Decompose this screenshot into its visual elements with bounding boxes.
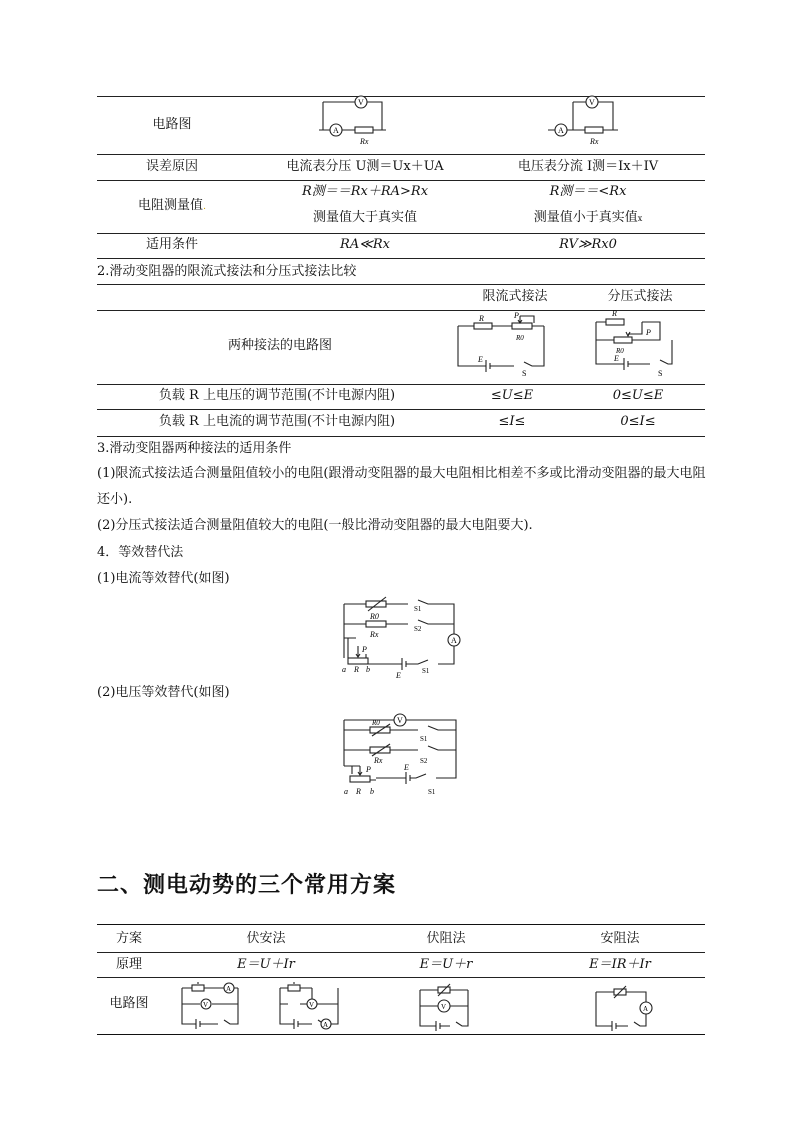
header-limiting: 限流式接法	[482, 289, 548, 304]
svg-text:R: R	[612, 309, 617, 318]
svg-text:S1: S1	[420, 735, 428, 743]
rheostat-icon	[288, 985, 300, 991]
svg-text:Rx: Rx	[590, 137, 599, 146]
rheostat-icon	[348, 658, 368, 664]
svg-text:P: P	[362, 645, 367, 654]
svg-text:R: R	[479, 314, 484, 323]
error-cause-external: 电压表分流 I测＝Ix＋IV	[517, 159, 659, 174]
section-3-paragraph-2: (2)分压式接法适合测量阻值较大的电阻(一般比滑动变阻器的最大电阻要大).	[97, 518, 533, 533]
svg-text:R: R	[354, 665, 359, 674]
condition-internal: RA≪Rx	[340, 237, 390, 252]
svg-text:R0: R0	[616, 347, 624, 355]
voltage-range-divider: 0≤U≤E	[612, 388, 664, 403]
principle-volt-res: E＝U＋r	[419, 957, 473, 972]
resistor-icon	[474, 323, 492, 329]
row-label-diagram: 电路图	[109, 996, 149, 1011]
section-4-sub-2: (2)电压等效替代(如图)	[97, 685, 230, 700]
measured-compare-internal: 测量值大于真实值	[312, 210, 417, 225]
rheostat-icon	[370, 747, 390, 753]
svg-text:V: V	[203, 1001, 209, 1009]
svg-text:E: E	[404, 763, 409, 772]
measured-formula-internal: R测＝＝Rx＋RA>Rx	[301, 184, 429, 199]
voltage-range-limiting: ≤U≤E	[490, 388, 534, 403]
row-label-circuit: 电路图	[152, 117, 192, 132]
svg-text:S: S	[658, 369, 663, 378]
row-label-error-cause: 误差原因	[145, 159, 198, 174]
svg-text:V: V	[309, 1001, 315, 1009]
svg-text:V: V	[441, 1003, 447, 1011]
circuit-voltage-substitution	[336, 708, 466, 800]
svg-text:R0: R0	[372, 719, 380, 727]
circuit-volt-res	[416, 980, 476, 1034]
svg-text:R: R	[356, 787, 361, 796]
resistor-icon	[355, 127, 373, 133]
circuit-divider	[588, 306, 688, 382]
condition-external: RV≫Rx0	[559, 237, 617, 252]
svg-text:S2: S2	[420, 757, 428, 765]
svg-text:A: A	[323, 1021, 329, 1029]
svg-text:A: A	[558, 126, 564, 135]
svg-text:S1: S1	[422, 667, 430, 675]
principle-amp-res: E＝IR＋Ir	[589, 957, 651, 972]
row-label-principle: 原理	[115, 957, 142, 972]
circuit-volt-amp-a	[178, 980, 248, 1032]
section-3-title: 3.滑动变阻器两种接法的适用条件	[97, 441, 292, 456]
svg-text:b: b	[366, 665, 370, 674]
header-amp-res: 安阻法	[600, 931, 640, 946]
rheostat-icon	[192, 985, 204, 991]
svg-text:S1: S1	[414, 605, 422, 613]
svg-text:S1: S1	[428, 788, 436, 796]
svg-text:P: P	[366, 765, 371, 774]
resistor-icon	[585, 127, 603, 133]
circuit-volt-amp-b	[276, 980, 356, 1032]
current-range-divider: 0≤I≤	[620, 414, 656, 429]
section-2-title: 2.滑动变阻器的限流式接法和分压式接法比较	[97, 264, 357, 279]
rheostat-icon	[350, 776, 370, 782]
header-scheme: 方案	[115, 931, 142, 946]
measured-compare-external: 测量值小于真实值x	[533, 210, 643, 225]
rheostat-icon	[370, 727, 390, 733]
resistor-icon	[606, 319, 624, 325]
svg-text:R0: R0	[370, 612, 379, 621]
rheostat-icon	[366, 601, 386, 607]
svg-text:b: b	[370, 787, 374, 796]
svg-text:Rx: Rx	[374, 756, 383, 765]
error-cause-internal: 电流表分压 U测＝Ux＋UA	[286, 159, 444, 174]
header-divider: 分压式接法	[607, 289, 673, 304]
header-volt-amp: 伏安法	[246, 931, 286, 946]
rheostat-icon	[614, 337, 632, 343]
svg-text:P: P	[514, 311, 519, 320]
section-3-paragraph-1: (1)限流式接法适合测量阻值较小的电阻(跟滑动变阻器的最大电阻相比相差不多或比滑动变阻器的最大电阻还小).	[97, 466, 706, 507]
svg-text:E: E	[614, 354, 619, 363]
svg-text:E: E	[478, 355, 483, 364]
svg-text:V: V	[589, 98, 595, 107]
svg-text:Rx: Rx	[370, 630, 379, 639]
circuit-limiting	[452, 312, 552, 382]
svg-text:S2: S2	[414, 625, 422, 633]
svg-text:S: S	[522, 369, 527, 378]
row-label-current-range: 负载 R 上电流的调节范围(不计电源内阻)	[158, 414, 396, 429]
row-label-conditions: 适用条件	[145, 237, 198, 252]
svg-text:A: A	[226, 985, 232, 993]
section-4-sub-1: (1)电流等效替代(如图)	[97, 571, 230, 586]
svg-text:V: V	[358, 98, 364, 107]
resistor-icon	[366, 621, 386, 627]
row-label-voltage-range: 负载 R 上电压的调节范围(不计电源内阻)	[158, 388, 396, 403]
svg-text:A: A	[643, 1005, 649, 1013]
circuit-ammeter-internal	[305, 98, 405, 150]
row-label-measured-value: 电阻测量值.	[138, 198, 206, 213]
svg-text:E: E	[396, 671, 401, 680]
svg-text:a: a	[344, 787, 348, 796]
rheostat-icon	[512, 323, 532, 329]
circuit-current-substitution	[336, 594, 466, 680]
measured-formula-external: R测＝＝<Rx	[549, 184, 627, 199]
svg-text:R0: R0	[516, 334, 524, 342]
principle-volt-amp: E＝U＋Ir	[237, 957, 295, 972]
svg-text:P: P	[646, 328, 651, 337]
header-volt-res: 伏阻法	[426, 931, 466, 946]
svg-text:A: A	[451, 636, 457, 645]
row-label-circuits: 两种接法的电路图	[227, 338, 332, 353]
svg-text:V: V	[397, 716, 403, 725]
svg-text:Rx: Rx	[360, 137, 369, 146]
circuit-amp-res	[590, 980, 660, 1034]
svg-text:A: A	[333, 126, 339, 135]
svg-text:a: a	[342, 665, 346, 674]
circuit-ammeter-external	[540, 94, 640, 150]
section-4-title: 4．等效替代法	[97, 545, 184, 560]
current-range-limiting: ≤I≤	[498, 414, 526, 429]
section-heading-emf: 二、测电动势的三个常用方案	[97, 873, 397, 898]
